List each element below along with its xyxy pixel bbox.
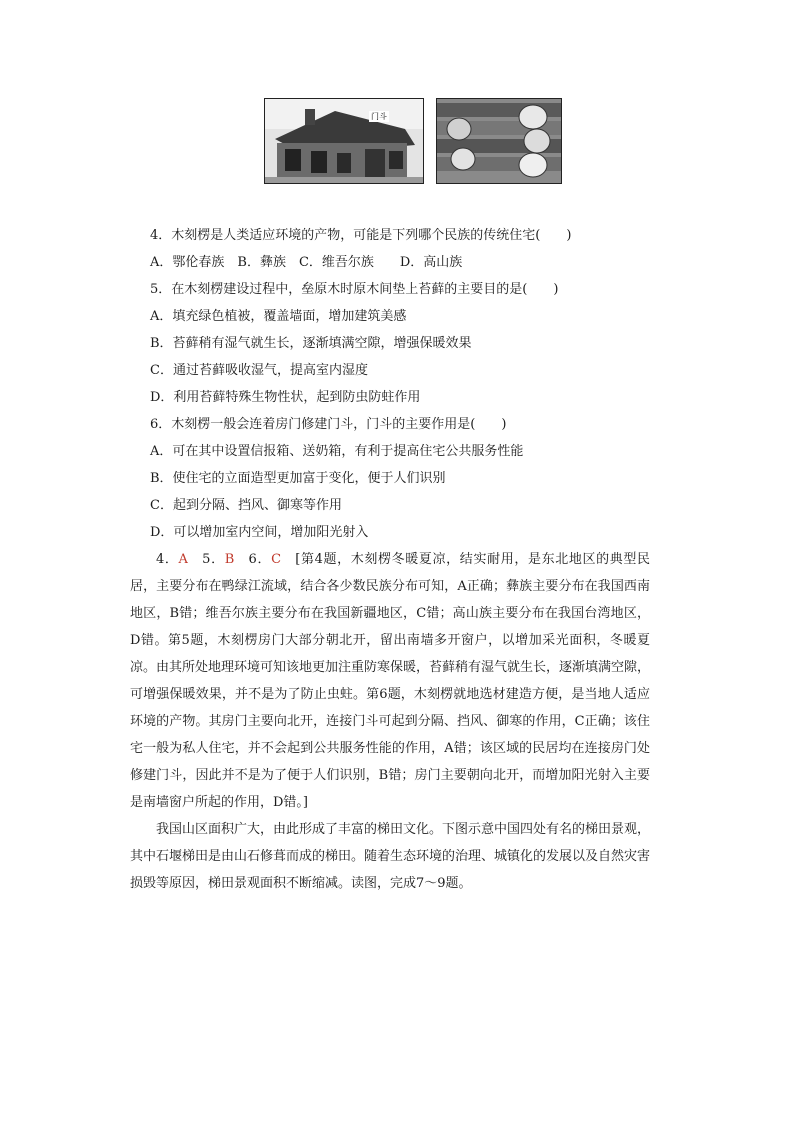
answer-num-4: 4．	[156, 552, 179, 567]
q6-stem: 6．木刻楞一般会连着房门修建门斗，门斗的主要作用是( )	[150, 417, 507, 432]
q5-option-c: C．通过苔藓吸收湿气，提高室内湿度	[150, 363, 368, 378]
q4-stem: 4．木刻楞是人类适应环境的产物，可能是下列哪个民族的传统住宅( )	[150, 228, 572, 243]
answer-4: A	[178, 552, 188, 567]
log-wall-photo	[436, 98, 562, 184]
q5-option-b: B．苔藓稍有湿气就生长，逐渐填满空隙，增强保暖效果	[150, 336, 472, 351]
answer-num-6: 6．	[234, 552, 272, 567]
q5-option-d: D．利用苔藓特殊生物性状，起到防虫防蛀作用	[150, 390, 421, 405]
question-content	[130, 222, 651, 897]
q6-option-a: A．可在其中设置信报箱、送奶箱，有利于提高住宅公共服务性能	[150, 444, 524, 459]
answer-6: C	[271, 552, 282, 567]
q4-options: A．鄂伦春族 B．彝族 C．维吾尔族 D．高山族	[150, 255, 463, 270]
intro-paragraph: 我国山区面积广大，由此形成了丰富的梯田文化。下图示意中国四处有名的梯田景观，其中石堰梯田是由山石修葺而成的梯田。随着生态环境的治理、城镇化的发展以及自然灾害损毁等原因，梯田景观面积不断缩减。读图，完成7～9题。	[130, 822, 651, 891]
vestibule-label: 门斗	[371, 112, 387, 121]
q5-stem: 5．在木刻楞建设过程中，垒原木时原木间垫上苔藓的主要目的是( )	[150, 282, 559, 297]
answer-5: B	[224, 552, 235, 567]
q6-option-d: D．可以增加室内空间，增加阳光射入	[150, 525, 369, 540]
wooden-house-photo	[264, 98, 424, 184]
q5-option-a: A．填充绿色植被，覆盖墙面，增加建筑美感	[150, 309, 407, 324]
answer-explanation	[130, 546, 650, 816]
q6-option-c: C．起到分隔、挡风、御寒等作用	[150, 498, 342, 513]
q6-option-b: B．使住宅的立面造型更加富于变化，便于人们识别	[150, 471, 446, 486]
figure-row	[264, 98, 564, 184]
explanation-text: [第4题，木刻楞冬暖夏凉，结实耐用，是东北地区的典型民居，主要分布在鸭绿江流域，结合各少数民族分布可知，A正确；彝族主要分布在我国西南地区，B错；维吾尔族主要分布在我国新疆地区，C错；高山族主要分布在我国台湾地区，D错。第5题，木刻楞房门大部分朝北开，留出南墙多开窗户，以增加采光面积，冬暖夏凉。由其所处地理环境可知该地更加注重防寒保暖，苔藓稍有湿气就生长，逐渐填满空隙，可增强保暖效果，并不是为了防止虫蛀。第6题，木刻楞就地选材建造方便，是当地人适应环境的产物。其房门主要向北开，连接门斗可起到分隔、挡风、御寒的作用，C正确；该住宅一般为私人住宅，并不会起到公共服务性能的作用，A错；该区域的民居均在连接房门处修建门斗，因此并不是为了便于人们识别，B错；房门主要朝向北开，而增加阳光射入主要是南墙窗户所起的作用，D错。]	[130, 552, 651, 810]
answer-num-5: 5．	[187, 552, 225, 567]
